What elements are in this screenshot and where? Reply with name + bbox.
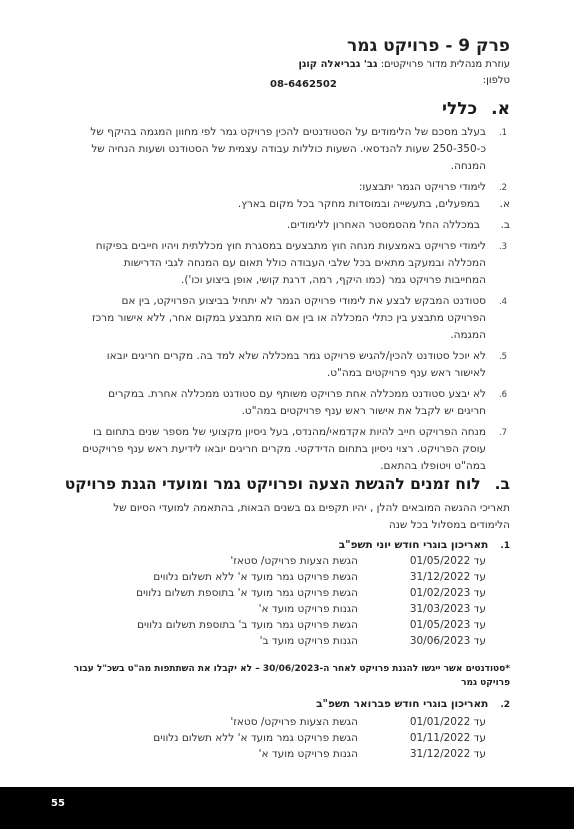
phone-label: טלפון: <box>482 75 510 86</box>
list-item-2 <box>80 179 510 196</box>
schedule-1-table <box>70 555 510 651</box>
sub-item-text: במכללה החל מהסמסטר האחרון ללימודים. <box>286 219 480 231</box>
coordinator-name: גב' גבריאלה קוגן <box>298 59 378 70</box>
table-row <box>70 716 510 732</box>
row-date: עד 31/12/2022 <box>409 748 486 760</box>
schedule-note: *סטודנטים אשר ייגשו להגנת פרויקט לאחר ה-30/06/2023 – לא יקבלו את השתתפות מה"ט בשכ"ל עבור פרויקט גמר <box>73 664 510 688</box>
list-item-3 <box>80 238 510 289</box>
sub-item-text: במפעלים, בתעשייה ובמוסדות מחקר בכל מקום בארץ. <box>237 198 480 210</box>
list-item-number: 5. <box>498 352 508 362</box>
row-description: הגשת פרויקט גמר מועד א' ללא תשלום נלווים <box>153 732 358 744</box>
schedule-1-title: תאריכון בוגרי חודש יוני תשפ"ב <box>338 539 489 551</box>
row-date: עד 31/12/2022 <box>409 571 486 583</box>
schedule-1-number: 1. <box>500 541 510 551</box>
schedule-2-number: 2. <box>500 700 510 710</box>
table-row <box>70 635 510 651</box>
row-date: עד 01/05/2023 <box>409 619 486 631</box>
list-item-5 <box>80 348 510 382</box>
table-row <box>70 619 510 635</box>
section-a-list <box>80 124 510 475</box>
sub-item-letter: ב. <box>500 219 510 231</box>
list-item-6 <box>80 386 510 420</box>
list-item-number: 1. <box>498 128 508 138</box>
list-item-number: 4. <box>498 297 508 307</box>
row-description: הגשת פרויקט גמר מועד ב' בתוספת תשלום נלווים <box>137 619 358 631</box>
chapter-title: פרק 9 - פרויקט גמר <box>347 36 510 56</box>
list-item-4 <box>80 293 510 344</box>
list-item-number: 3. <box>498 242 508 252</box>
row-date: עד 31/03/2023 <box>409 603 486 615</box>
list-item-text: לימודי פרויקט באמצעות מנחה חוץ מתבצעים במסגרת חוץ מכללתית ויהיו חייבים בפיקוח המכללה ובמעקב מתאים בכל שלבי העבודה כולל תאום עם המנחה לגבי הדרישות המחייבות פרויקט גמר (כמו היקף, רמה, דרגת קושי, אופן ביצוע וכו'). <box>95 240 486 286</box>
coordinator-label: עוזרת מנהלית מדור פרויקטים: <box>380 59 510 70</box>
list-item-text: מנחה הפרויקט חייב להיות אקדמאי/מהנדס, בעל ניסיון מקצועי של מספר שנים בתחום בו עוסק הפרויקט. רצוי ניסיון בתחום הדידקטי. מקרים חריגים יובאו לידיעת ראש ענף פרויקטים במה"ט ויטופלו בהתאם. <box>82 426 486 472</box>
list-item-text: סטודנט המבקש לבצע את לימודי פרויקט הגמר לא יתחיל בביצוע הפרויקט, בין אם הפרויקט מתבצע בין כתלי המכללה או בין אם הוא מתבצע במקום אחר, ללא אישור מרכז המגמה. <box>91 295 486 341</box>
coordinator-line <box>298 59 510 70</box>
row-date: עד 01/01/2022 <box>409 716 486 728</box>
sub-item-letter: א. <box>499 198 510 210</box>
phone-number: 08-6462502 <box>270 79 337 90</box>
row-description: הגשת פרויקט גמר מועד א' בתוספת תשלום נלווים <box>136 587 358 599</box>
list-item-text: לא יבצע סטודנט ממכללה אחת פרויקט משותף עם סטודנט ממכללה אחרת. במקרים חריגים יש לקבל את אישור ראש ענף פרויקטים במה"ט. <box>108 388 486 417</box>
table-row <box>70 555 510 571</box>
row-description: הגשת פרויקט גמר מועד א' ללא תשלום נלווים <box>153 571 358 583</box>
list-item-number: 7. <box>498 428 508 438</box>
section-a-title: כללי <box>441 99 478 119</box>
list-item-1 <box>80 124 510 175</box>
section-b-intro: תאריכי ההגשה המובאים להלן , יהיו תקפים גם בשנים הבאות, בהתאמה למועדי הסיום של הלימודים במסלול בכל שנה <box>113 502 510 531</box>
sub-item-b <box>80 217 510 234</box>
schedule-2-title: תאריכון בוגרי חודש פברואר תשפ"ב <box>316 698 489 710</box>
list-item-7 <box>80 424 510 475</box>
row-date: עד 01/05/2022 <box>409 555 486 567</box>
footer-bar <box>0 787 574 829</box>
schedule-2-table <box>70 716 510 764</box>
row-date: עד 01/11/2022 <box>409 732 486 744</box>
section-b-title: לוח זמנים להגשת הצעה ופרויקט גמר ומועדי הגנת פרויקט <box>64 475 481 493</box>
row-description: הגנות פרויקט מועד ב' <box>259 635 358 647</box>
table-row <box>70 603 510 619</box>
section-b-letter: ב. <box>494 475 510 493</box>
section-a-letter: א. <box>491 99 510 119</box>
sub-item-a <box>80 196 510 213</box>
table-row <box>70 748 510 764</box>
list-item-number: 2. <box>498 183 508 193</box>
section-b-heading <box>65 475 510 493</box>
list-item-text: לא יוכל סטודנט להכין/להגיש פרויקט גמר במכללה שלא למד בה. מקרים חריגים יובאו לאישור ראש ענף פרויקטים במה"ט. <box>106 350 486 379</box>
row-description: הגשת הצעות פרויקט/ סטאז' <box>230 716 358 728</box>
section-a-heading <box>442 99 510 119</box>
row-description: הגשת הצעות פרויקט/ סטאז' <box>230 555 358 567</box>
table-row <box>70 732 510 748</box>
list-item-text: לימודי פרויקט הגמר יתבצעו: <box>358 181 486 193</box>
row-description: הגנות פרויקט מועד א' <box>258 748 358 760</box>
row-date: עד 01/02/2023 <box>409 587 486 599</box>
table-row <box>70 571 510 587</box>
list-item-text: בעלב מסכם של הלימודים על הסטודנטים להכין פרויקט גמר לפי מחוון המגמה בהיקף של כ-250-350 שעות להנדסאי. השעות כוללות עבודה עצמית של הסטודנט ושעות הנחיה של המנחה. <box>90 126 486 172</box>
row-date: עד 30/06/2023 <box>409 635 486 647</box>
schedule-2-heading <box>316 698 510 710</box>
page-number: 55 <box>51 798 65 809</box>
table-row <box>70 587 510 603</box>
row-description: הגנות פרויקט מועד א' <box>258 603 358 615</box>
list-item-number: 6. <box>498 390 508 400</box>
schedule-1-heading <box>339 539 510 551</box>
